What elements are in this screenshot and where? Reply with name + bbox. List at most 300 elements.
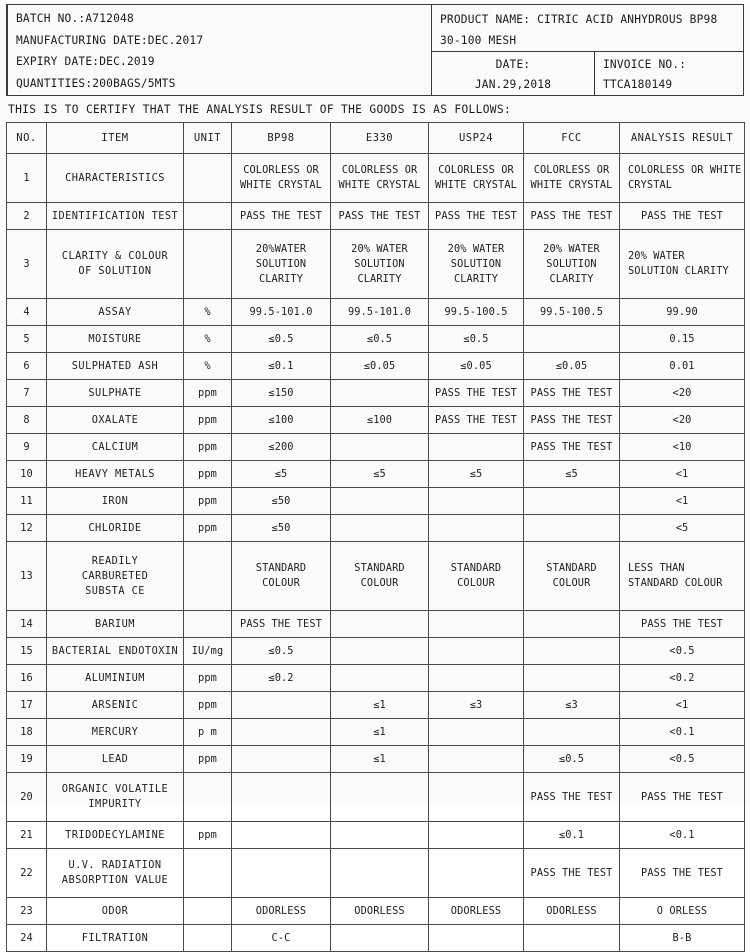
cell-unit (184, 773, 232, 822)
cell-bp98 (232, 407, 331, 434)
cell-usp24 (429, 380, 524, 407)
cell-bp98 (232, 746, 331, 773)
cell-unit: ppm (184, 434, 232, 461)
cell-usp24 (429, 461, 524, 488)
cell-fcc (524, 849, 620, 898)
cell-bp98 (232, 611, 331, 638)
cell-item (47, 898, 184, 925)
cell-text-line: COLOUR (262, 577, 300, 589)
cell-e330 (331, 638, 429, 665)
cell-text-line: <10 (672, 440, 692, 453)
cell-item (47, 230, 184, 299)
cell-text-line: ODOR (101, 904, 129, 917)
batch-no-line: BATCH NO.:A712048 (16, 11, 134, 25)
cell-fcc (524, 719, 620, 746)
cell-unit: % (184, 353, 232, 380)
cell-e330 (331, 154, 429, 203)
cell-text-line: CLARITY (258, 272, 304, 285)
cell-e330 (331, 434, 429, 461)
cell-e330 (331, 692, 429, 719)
cell-unit: ppm (184, 692, 232, 719)
cell-bp98 (232, 326, 331, 353)
cell-text-line: CLARITY (549, 272, 594, 285)
cell-fcc (524, 461, 620, 488)
table-row (7, 746, 745, 773)
cell-text-line: OF SOLUTION (78, 265, 152, 277)
cell-no: 5 (7, 326, 47, 353)
cell-e330 (331, 898, 429, 925)
cell-text-line: IDENTIFICATION TEST (51, 209, 179, 222)
cell-text-line: 99.5-100.5 (444, 305, 508, 318)
cell-text-line: ODORLESS (255, 904, 307, 917)
cell-text-line: ≤0.5 (268, 644, 294, 657)
cell-bp98 (232, 925, 331, 952)
cell-no: 9 (7, 434, 47, 461)
cell-item (47, 353, 184, 380)
cell-bp98 (232, 488, 331, 515)
date-label: DATE: (495, 58, 531, 71)
cell-usp24 (429, 746, 524, 773)
cell-text-line: PASS THE TEST (240, 209, 322, 222)
cell-no: 19 (7, 746, 47, 773)
cell-e330 (331, 380, 429, 407)
cell-text-line: ≤0.5 (268, 332, 294, 345)
cell-item (47, 773, 184, 822)
cell-analysis-result (620, 822, 745, 849)
cell-text-line: ≤0.1 (558, 828, 585, 841)
cell-no: 6 (7, 353, 47, 380)
cell-text-line: PASS THE TEST (435, 209, 517, 222)
cell-usp24 (429, 719, 524, 746)
col-header-bp98: BP98 (232, 123, 331, 154)
cell-no: 23 (7, 898, 47, 925)
cell-no: 22 (7, 849, 47, 898)
cell-text-line: ≤0.5 (463, 332, 489, 345)
table-row (7, 461, 745, 488)
cell-unit (184, 542, 232, 611)
cell-no: 14 (7, 611, 47, 638)
cell-item (47, 692, 184, 719)
cell-text-line: CLARITY (453, 272, 499, 285)
cell-fcc (524, 380, 620, 407)
cell-e330 (331, 773, 429, 822)
cell-fcc (524, 299, 620, 326)
cell-usp24 (429, 898, 524, 925)
cell-text-line: ABSORPTION VALUE (61, 874, 169, 886)
document-header-block (6, 4, 744, 96)
cell-text-line: ≤1 (373, 752, 386, 765)
cell-analysis-result (620, 154, 745, 203)
cell-text-line: B-B (672, 931, 692, 944)
cell-usp24 (429, 849, 524, 898)
cell-unit: % (184, 299, 232, 326)
cell-e330 (331, 849, 429, 898)
cell-text-line: LEAD (101, 752, 129, 765)
cell-analysis-result (620, 203, 745, 230)
cell-text-line: STANDARD (255, 562, 307, 574)
cell-text-line: SOLUTION (255, 257, 307, 270)
col-header-fcc: FCC (524, 123, 620, 154)
cell-analysis-result (620, 746, 745, 773)
cell-text-line: 20% WATER (447, 242, 505, 255)
cell-text-line: 99.5-101.0 (348, 305, 411, 318)
cell-text-line: PASS THE TEST (530, 440, 613, 453)
date-invoice-block (432, 52, 743, 95)
cell-text-line: ≤5 (274, 467, 288, 480)
cell-item (47, 434, 184, 461)
cell-text-line: CALCIUM (91, 440, 139, 453)
cell-item (47, 611, 184, 638)
cell-text-line: LESS THAN (628, 562, 685, 574)
cell-no: 13 (7, 542, 47, 611)
cell-analysis-result (620, 542, 745, 611)
cell-fcc (524, 154, 620, 203)
cell-analysis-result (620, 611, 745, 638)
table-row (7, 299, 745, 326)
table-row (7, 353, 745, 380)
analysis-result-table (6, 122, 745, 952)
cell-text-line: ODORLESS (450, 904, 502, 917)
cell-bp98 (232, 665, 331, 692)
cell-e330 (331, 925, 429, 952)
cell-fcc (524, 230, 620, 299)
certify-statement: THIS IS TO CERTIFY THAT THE ANALYSIS RESULT OF THE GOODS IS AS FOLLOWS: (8, 103, 512, 116)
cell-e330 (331, 515, 429, 542)
cell-fcc (524, 353, 620, 380)
cell-bp98 (232, 822, 331, 849)
product-name-block (432, 5, 743, 52)
cell-unit: ppm (184, 822, 232, 849)
cell-fcc (524, 746, 620, 773)
manufacturing-date-line: MANUFACTURING DATE:DEC.2017 (16, 33, 204, 47)
cell-text-line: ≤5 (565, 467, 578, 480)
cell-item (47, 925, 184, 952)
table-row (7, 230, 745, 299)
cell-usp24 (429, 230, 524, 299)
cell-text-line: ODORLESS (354, 904, 405, 917)
cell-item (47, 849, 184, 898)
cell-text-line: STANDARD COLOUR (628, 577, 723, 589)
table-row (7, 407, 745, 434)
cell-text-line: SUBSTA CE (85, 584, 145, 597)
cell-unit (184, 154, 232, 203)
cell-analysis-result (620, 488, 745, 515)
cell-usp24 (429, 692, 524, 719)
cell-bp98 (232, 353, 331, 380)
cell-text-line: PASS THE TEST (530, 386, 613, 399)
cell-e330 (331, 326, 429, 353)
cell-text-line: <0.2 (669, 671, 695, 684)
cell-text-line: READILY (91, 554, 139, 567)
cell-fcc (524, 434, 620, 461)
cell-text-line: <0.1 (669, 828, 695, 841)
cell-text-line: COLORLESS OR WHITE (628, 164, 742, 176)
cell-bp98 (232, 692, 331, 719)
cell-item (47, 488, 184, 515)
cell-fcc (524, 925, 620, 952)
cell-text-line: 99.90 (666, 305, 698, 318)
cell-analysis-result (620, 461, 745, 488)
cell-text-line: ≤0.2 (268, 671, 294, 684)
table-row (7, 638, 745, 665)
cell-analysis-result (620, 326, 745, 353)
cell-bp98 (232, 719, 331, 746)
col-header-unit: UNIT (184, 123, 232, 154)
cell-item (47, 326, 184, 353)
cell-e330 (331, 611, 429, 638)
cell-no: 10 (7, 461, 47, 488)
cell-text-line: WHITE CRYSTAL (435, 179, 517, 191)
cell-e330 (331, 461, 429, 488)
cell-text-line: <1 (675, 467, 689, 480)
cell-analysis-result (620, 849, 745, 898)
table-row (7, 692, 745, 719)
cell-no: 7 (7, 380, 47, 407)
col-header-no: NO. (7, 123, 47, 154)
cell-text-line: SULPHATED ASH (71, 359, 159, 372)
cell-text-line: <20 (672, 386, 692, 399)
cell-item (47, 665, 184, 692)
product-mesh-line: 30-100 MESH (440, 34, 517, 47)
cell-text-line: SOLUTION (450, 257, 502, 270)
cell-item (47, 719, 184, 746)
cell-unit: IU/mg (184, 638, 232, 665)
cell-bp98 (232, 434, 331, 461)
cell-e330 (331, 665, 429, 692)
cell-text-line: SOLUTION CLARITY (628, 265, 729, 277)
cell-text-line: 20% WATER (351, 242, 408, 255)
cell-text-line: ASSAY (98, 305, 132, 318)
date-value: JAN.29,2018 (474, 78, 552, 91)
cell-analysis-result (620, 898, 745, 925)
cell-usp24 (429, 203, 524, 230)
cell-usp24 (429, 434, 524, 461)
cell-text-line: <5 (675, 521, 689, 534)
cell-unit: p m (184, 719, 232, 746)
cell-text-line: ≤0.05 (363, 359, 396, 372)
cell-text-line: SOLUTION (546, 257, 597, 270)
cell-fcc (524, 611, 620, 638)
cell-item (47, 515, 184, 542)
cell-text-line: PASS THE TEST (641, 790, 723, 803)
cell-analysis-result (620, 925, 745, 952)
cell-text-line: ≤0.05 (460, 359, 492, 372)
cell-text-line: ≤0.1 (268, 359, 294, 372)
cell-usp24 (429, 154, 524, 203)
table-body (7, 154, 745, 952)
cell-text-line: IMPURITY (88, 798, 142, 810)
cell-fcc (524, 773, 620, 822)
cell-unit: ppm (184, 461, 232, 488)
cell-analysis-result (620, 665, 745, 692)
cell-text-line: COLOUR (552, 577, 591, 589)
cell-text-line: ≤50 (271, 494, 291, 507)
cell-text-line: BACTERIAL ENDOTOXIN (51, 644, 179, 657)
cell-text-line: FILTRATION (81, 931, 149, 944)
cell-text-line: WHITE CRYSTAL (338, 179, 421, 191)
cell-fcc (524, 542, 620, 611)
cell-fcc (524, 822, 620, 849)
cell-text-line: PASS THE TEST (530, 790, 613, 803)
cell-text-line: SULPHATE (88, 386, 142, 399)
cell-text-line: 99.5-101.0 (249, 305, 313, 318)
product-name-line: PRODUCT NAME: CITRIC ACID ANHYDROUS BP98 (440, 13, 718, 26)
cell-text-line: C-C (271, 931, 291, 944)
cell-bp98 (232, 542, 331, 611)
col-header-analysis-result: ANALYSIS RESULT (620, 123, 745, 154)
invoice-cell (595, 52, 743, 95)
cell-usp24 (429, 925, 524, 952)
cell-e330 (331, 230, 429, 299)
cell-unit (184, 230, 232, 299)
cell-text-line: BARIUM (95, 617, 135, 630)
cell-unit (184, 925, 232, 952)
cell-text-line: ≤100 (366, 413, 393, 426)
cell-text-line: CRYSTAL (628, 179, 673, 191)
cell-bp98 (232, 203, 331, 230)
cell-fcc (524, 665, 620, 692)
cell-text-line: ≤5 (373, 467, 386, 480)
table-row (7, 380, 745, 407)
cell-text-line: SOLUTION (354, 257, 405, 270)
cell-no: 17 (7, 692, 47, 719)
cell-unit: ppm (184, 665, 232, 692)
cell-text-line: ≤100 (268, 413, 294, 426)
cell-text-line: CARBURETED (81, 569, 149, 582)
cell-analysis-result (620, 380, 745, 407)
cell-text-line: COLOUR (457, 577, 495, 589)
cell-usp24 (429, 665, 524, 692)
table-row (7, 925, 745, 952)
cell-text-line: 0.15 (669, 332, 695, 345)
batch-info-panel (8, 5, 432, 95)
invoice-label: INVOICE NO.: (603, 58, 687, 71)
cell-text-line: PASS THE TEST (641, 866, 723, 879)
cell-bp98 (232, 299, 331, 326)
quantities-line: QUANTITIES:200BAGS/5MTS (16, 77, 176, 91)
cell-no: 20 (7, 773, 47, 822)
cell-text-line: ODORLESS (546, 904, 597, 917)
cell-text-line: <1 (675, 698, 689, 711)
table-row (7, 434, 745, 461)
cell-usp24 (429, 638, 524, 665)
table-row (7, 719, 745, 746)
cell-text-line: ≤3 (469, 698, 483, 711)
cell-no: 8 (7, 407, 47, 434)
cell-text-line: COLORLESS OR (438, 164, 514, 176)
cell-unit (184, 611, 232, 638)
cell-usp24 (429, 326, 524, 353)
table-row (7, 822, 745, 849)
cell-text-line: STANDARD (354, 562, 405, 574)
cell-usp24 (429, 515, 524, 542)
cell-e330 (331, 488, 429, 515)
cell-unit: ppm (184, 380, 232, 407)
cell-text-line: ≤150 (268, 386, 294, 399)
cell-e330 (331, 203, 429, 230)
cell-bp98 (232, 461, 331, 488)
product-info-panel (432, 5, 743, 95)
cell-text-line: COLOUR (360, 577, 399, 589)
cell-fcc (524, 692, 620, 719)
cell-text-line: TRIDODECYLAMINE (65, 828, 165, 841)
cell-usp24 (429, 299, 524, 326)
cell-no: 21 (7, 822, 47, 849)
cell-fcc (524, 203, 620, 230)
cell-analysis-result (620, 353, 745, 380)
cell-e330 (331, 719, 429, 746)
table-row (7, 611, 745, 638)
cell-text-line: PASS THE TEST (435, 413, 517, 426)
table-header-row (7, 123, 745, 154)
cell-fcc (524, 488, 620, 515)
cell-e330 (331, 746, 429, 773)
cell-unit: ppm (184, 407, 232, 434)
cell-analysis-result (620, 434, 745, 461)
cell-text-line: <0.5 (669, 644, 695, 657)
cell-bp98 (232, 380, 331, 407)
table-row (7, 326, 745, 353)
cell-unit (184, 849, 232, 898)
cell-text-line: ≤50 (271, 521, 291, 534)
cell-text-line: <0.5 (669, 752, 695, 765)
cell-unit: % (184, 326, 232, 353)
cell-text-line: O ORLESS (656, 904, 708, 917)
cell-item (47, 746, 184, 773)
cell-e330 (331, 542, 429, 611)
cell-text-line: STANDARD (546, 562, 597, 574)
cell-analysis-result (620, 515, 745, 542)
cell-text-line: ≤0.5 (366, 332, 393, 345)
cell-text-line: WHITE CRYSTAL (530, 179, 613, 191)
cell-text-line: ≤0.05 (555, 359, 588, 372)
cell-text-line: ≤1 (373, 725, 386, 738)
cell-text-line: 20% WATER (543, 242, 600, 255)
certificate-of-analysis-page (0, 4, 750, 944)
cell-text-line: HEAVY METALS (75, 467, 155, 480)
cell-text-line: ARSENIC (91, 698, 139, 711)
cell-item (47, 461, 184, 488)
col-header-e330: E330 (331, 123, 429, 154)
table-row (7, 203, 745, 230)
table-row (7, 665, 745, 692)
cell-text-line: PASS THE TEST (338, 209, 421, 222)
cell-text-line: 20% WATER (628, 250, 685, 262)
cell-text-line: <0.1 (669, 725, 695, 738)
cell-usp24 (429, 773, 524, 822)
cell-e330 (331, 822, 429, 849)
cell-unit (184, 203, 232, 230)
col-header-item: ITEM (47, 123, 184, 154)
cell-usp24 (429, 611, 524, 638)
cell-unit: ppm (184, 488, 232, 515)
cell-item (47, 299, 184, 326)
cell-bp98 (232, 773, 331, 822)
invoice-value: TTCA180149 (603, 78, 673, 91)
cell-no: 11 (7, 488, 47, 515)
cell-text-line: PASS THE TEST (530, 413, 613, 426)
table-row (7, 154, 745, 203)
cell-usp24 (429, 488, 524, 515)
table-row (7, 488, 745, 515)
cell-no: 2 (7, 203, 47, 230)
cell-text-line: MOISTURE (88, 332, 142, 345)
cell-text-line: PASS THE TEST (530, 209, 613, 222)
cell-text-line: PASS THE TEST (641, 617, 723, 630)
cell-text-line: ORGANIC VOLATILE (61, 783, 169, 795)
cell-e330 (331, 353, 429, 380)
cell-text-line: COLORLESS OR (533, 164, 610, 176)
